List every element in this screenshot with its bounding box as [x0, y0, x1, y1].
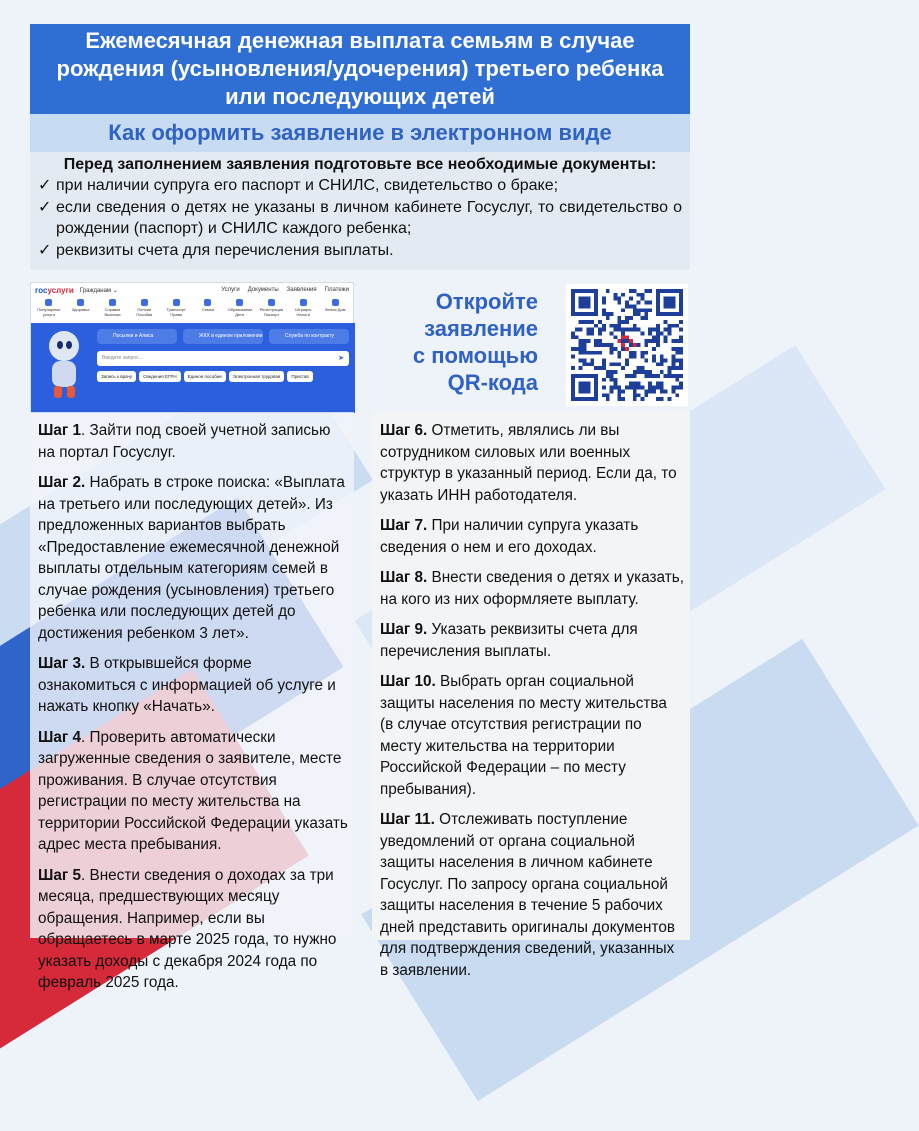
- category-icon: [45, 299, 52, 306]
- category-icon: [332, 299, 339, 306]
- page-subtitle: Как оформить заявление в электронном виде: [30, 114, 690, 152]
- checklist-item: ✓ реквизиты счета для перечисления выплаты.: [38, 240, 682, 262]
- checkmark-icon: ✓: [38, 177, 52, 194]
- step-item: Шаг 8. Внести сведения о детях и указать, на кого из них оформляете выплату.: [380, 569, 684, 608]
- gosuslugi-logo: госуслуги: [35, 285, 74, 295]
- category-tile: Здоровье: [69, 299, 93, 312]
- category-icon: [141, 299, 148, 306]
- gosuslugi-screenshot: [30, 282, 354, 412]
- steps-column-right: [372, 412, 690, 979]
- qr-code-icon: [566, 284, 688, 406]
- quick-link-chip: Пристав: [287, 371, 312, 382]
- step-item: Шаг 4. Проверить автоматически загруженные сведения о заявителе, месте проживания. В случае отсутствия регистрации по месту жительства на территории Российской Федерации указать адрес места пребывания.: [38, 728, 348, 853]
- checklist-title: Перед заполнением заявления подготовьте все необходимые документы:: [63, 156, 657, 173]
- category-tile: Образование Дети: [228, 299, 252, 317]
- step-item: Шаг 9. Указать реквизиты счета для перечисления выплаты.: [380, 621, 638, 660]
- step-item: Шаг 5. Внести сведения о доходах за три месяца, предшествующих месяцу обращения. Например, если вы обращаетесь в марте 2025 года, то нужно указать доходы с декабря 2024 года по февраль 2025 года.: [38, 866, 337, 991]
- page-title: [30, 24, 690, 114]
- category-tile: Популярные услуги: [37, 299, 61, 317]
- robot-mascot-icon: [43, 331, 85, 403]
- category-icon: [77, 299, 84, 306]
- step-item: Шаг 11. Отслеживать поступление уведомлений от органа социальной защиты населения в личном кабинете Госуслуг. По запросу органа социальной защиты населения в течение 5 рабочих дней представить оригиналы документов для подтверждения сведений, указанных в заявлении.: [380, 811, 675, 979]
- category-tile: Регистрация Паспорт: [259, 299, 283, 317]
- category-icon: [300, 299, 307, 306]
- nav-item: Заявления: [286, 287, 317, 293]
- category-tile: Справки Выписки: [100, 299, 124, 317]
- step-item: Шаг 7. При наличии супруга указать сведения о нем и его доходах.: [380, 517, 639, 556]
- checklist-item: ✓ при наличии супруга его паспорт и СНИЛС, свидетельство о браке;: [38, 175, 682, 197]
- category-tile: Транспорт Права: [164, 299, 188, 317]
- category-icon: [204, 299, 211, 306]
- page-title-text: Ежемесячная денежная выплата семьям в случае рождения (усыновления/удочерения) третьего ребенка или последующих детей: [56, 28, 664, 109]
- checkmark-icon: ✓: [38, 241, 52, 259]
- documents-checklist: [30, 152, 690, 270]
- category-tile: Семья: [196, 299, 220, 312]
- qr-caption: Откройте заявление с помощью QR-кода: [412, 289, 538, 395]
- nav-item: Документы: [247, 287, 279, 293]
- nav-item: Услуги: [221, 287, 240, 293]
- checklist-item: ✓ если сведения о детях не указаны в личном кабинете Госуслуг, то свидетельство о рождении (паспорт) и СНИЛС каждого ребенка;: [38, 198, 682, 237]
- search-arrow-icon: ➤: [338, 355, 344, 362]
- category-tile: Штрафы Налоги: [291, 299, 315, 317]
- quick-link-chip: Электронная трудовая: [229, 371, 284, 382]
- promo-pill: ЖКХ в едином приложении: [183, 329, 263, 344]
- category-icon: [173, 299, 180, 306]
- step-item: Шаг 6. Отметить, являлись ли вы сотрудником силовых или военных структур в указанный период. Если да, то указать ИНН работодателя.: [380, 422, 677, 504]
- promo-pill: Посылки и Алиса: [97, 329, 177, 344]
- search-banner: [31, 323, 355, 413]
- category-icon: [236, 299, 243, 306]
- quick-link-chip: Запись к врачу: [97, 371, 136, 382]
- nav-item: Платежи: [324, 287, 349, 293]
- category-tile: Пенсии Пособия: [132, 299, 156, 317]
- search-input: Введите запрос... ➤: [97, 351, 349, 366]
- step-item: Шаг 2. Набрать в строке поиска: «Выплата на третьего или последующих детей». Из предложенных вариантов выбрать «Предоставление ежемесячной денежной выплаты отдельным категориям семей в случае рождения (усыновления) третьего ребенка или последующих детей до достижения ребенком 3 лет».: [38, 474, 345, 642]
- step-item: Шаг 10. Выбрать орган социальной защиты населения по месту жительства (в случае отсутствия регистрации по месту жительства на территории Российской Федерации – по месту пребывания).: [380, 673, 667, 798]
- quick-link-chip: Сведения ЕГРН: [139, 371, 181, 382]
- category-tile: Земля Дом: [323, 299, 347, 312]
- step-item: Шаг 3. В открывшейся форме ознакомиться с информацией об услуге и нажать кнопку «Начать».: [38, 655, 336, 715]
- category-icon: [268, 299, 275, 306]
- promo-pill: Служба по контракту: [269, 329, 349, 344]
- quick-link-chip: Единое пособие: [184, 371, 226, 382]
- user-menu: Гражданам ⌄: [79, 287, 118, 294]
- category-icon: [109, 299, 116, 306]
- checkmark-icon: ✓: [38, 198, 52, 216]
- step-item: Шаг 1. Зайти под своей учетной записью на портал Госуслуг.: [38, 422, 331, 461]
- steps-column-left: [30, 412, 354, 991]
